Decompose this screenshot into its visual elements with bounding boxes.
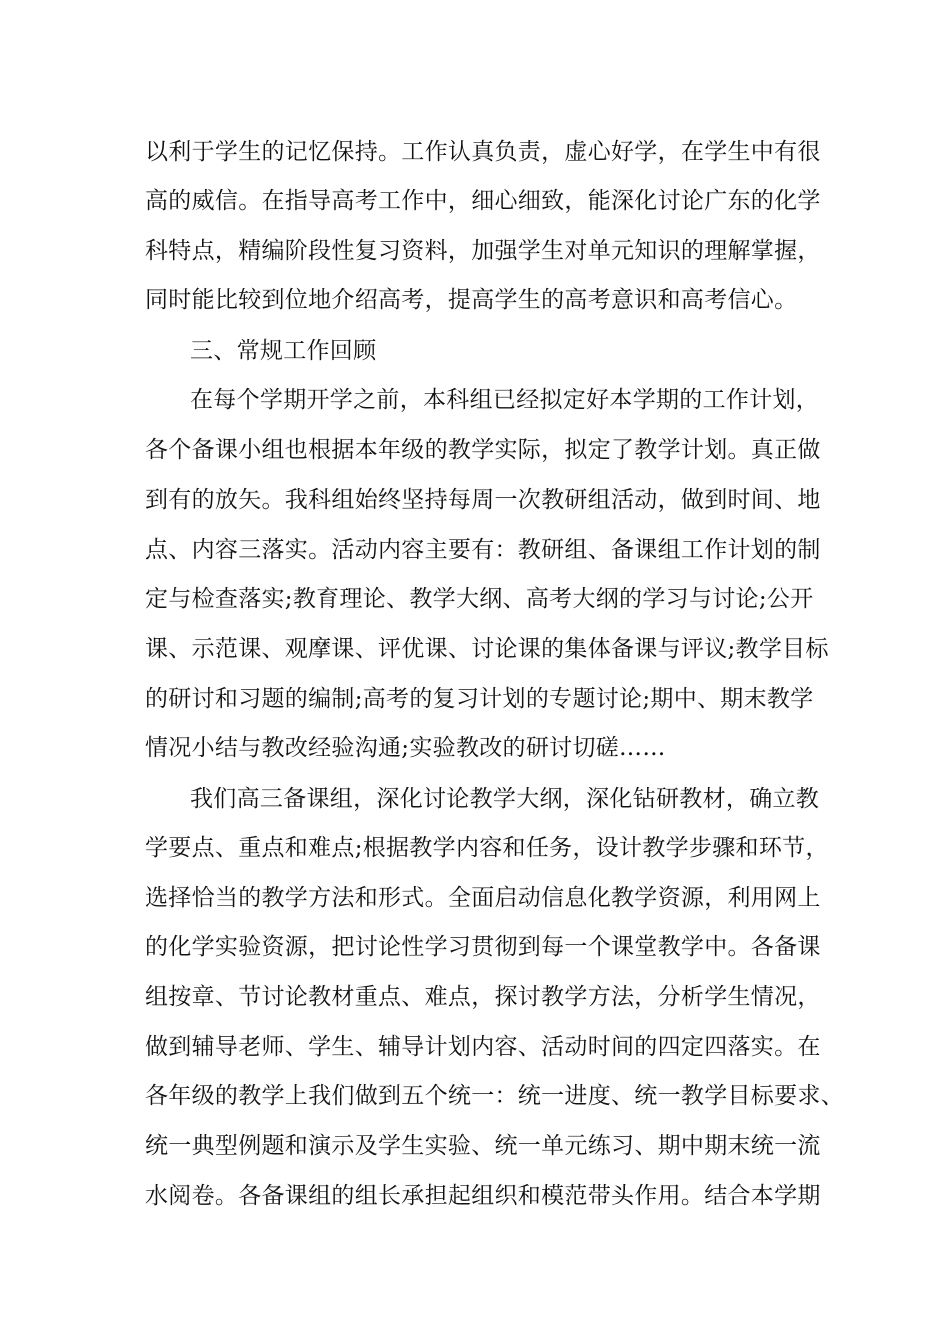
text-line: 水阅卷。各备课组的组长承担起组织和模范带头作用。结合本学期 — [145, 1183, 821, 1209]
text-line: 情况小结与教改经验沟通;实验教改的研讨切磋…… — [145, 735, 666, 761]
text-line: 组按章、节讨论教材重点、难点，探讨教学方法，分析学生情况， — [145, 984, 821, 1010]
text-line: 学要点、重点和难点;根据教学内容和任务，设计教学步骤和环节， — [145, 835, 829, 861]
text-line: 的化学实验资源，把讨论性学习贯彻到每一个课堂教学中。各备课 — [145, 934, 821, 960]
text-line: 以利于学生的记忆保持。工作认真负责，虚心好学，在学生中有很 — [145, 139, 821, 165]
text-line: 选择恰当的教学方法和形式。全面启动信息化教学资源，利用网上 — [145, 885, 821, 911]
text-line: 同时能比较到位地介绍高考，提高学生的高考意识和高考信心。 — [145, 287, 798, 313]
text-line: 各年级的教学上我们做到五个统一：统一进度、统一教学目标要求、 — [145, 1083, 844, 1109]
text-line: 在每个学期开学之前，本科组已经拟定好本学期的工作计划， — [190, 387, 820, 413]
text-line: 统一典型例题和演示及学生实验、统一单元练习、期中期末统一流 — [145, 1133, 821, 1159]
text-line: 到有的放矢。我科组始终坚持每周一次教研组活动，做到时间、地 — [145, 487, 821, 513]
text-line: 定与检查落实;教育理论、教学大纲、高考大纲的学习与讨论;公开 — [145, 586, 814, 612]
text-line: 科特点，精编阶段性复习资料，加强学生对单元知识的理解掌握， — [145, 238, 821, 264]
text-line: 我们高三备课组，深化讨论教学大纲，深化钻研教材，确立教 — [190, 786, 820, 812]
text-line: 各个备课小组也根据本年级的教学实际，拟定了教学计划。真正做 — [145, 437, 821, 463]
text-line: 做到辅导老师、学生、辅导计划内容、活动时间的四定四落实。在 — [145, 1034, 821, 1060]
text-line: 点、内容三落实。活动内容主要有：教研组、备课组工作计划的制 — [145, 537, 821, 563]
text-line: 的研讨和习题的编制;高考的复习计划的专题讨论;期中、期末教学 — [145, 686, 814, 712]
text-line: 高的威信。在指导高考工作中，细心细致，能深化讨论广东的化学 — [145, 188, 821, 214]
text-line: 课、示范课、观摩课、评优课、讨论课的集体备课与评议;教学目标 — [145, 636, 829, 662]
section-heading: 三、常规工作回顾 — [190, 338, 377, 364]
